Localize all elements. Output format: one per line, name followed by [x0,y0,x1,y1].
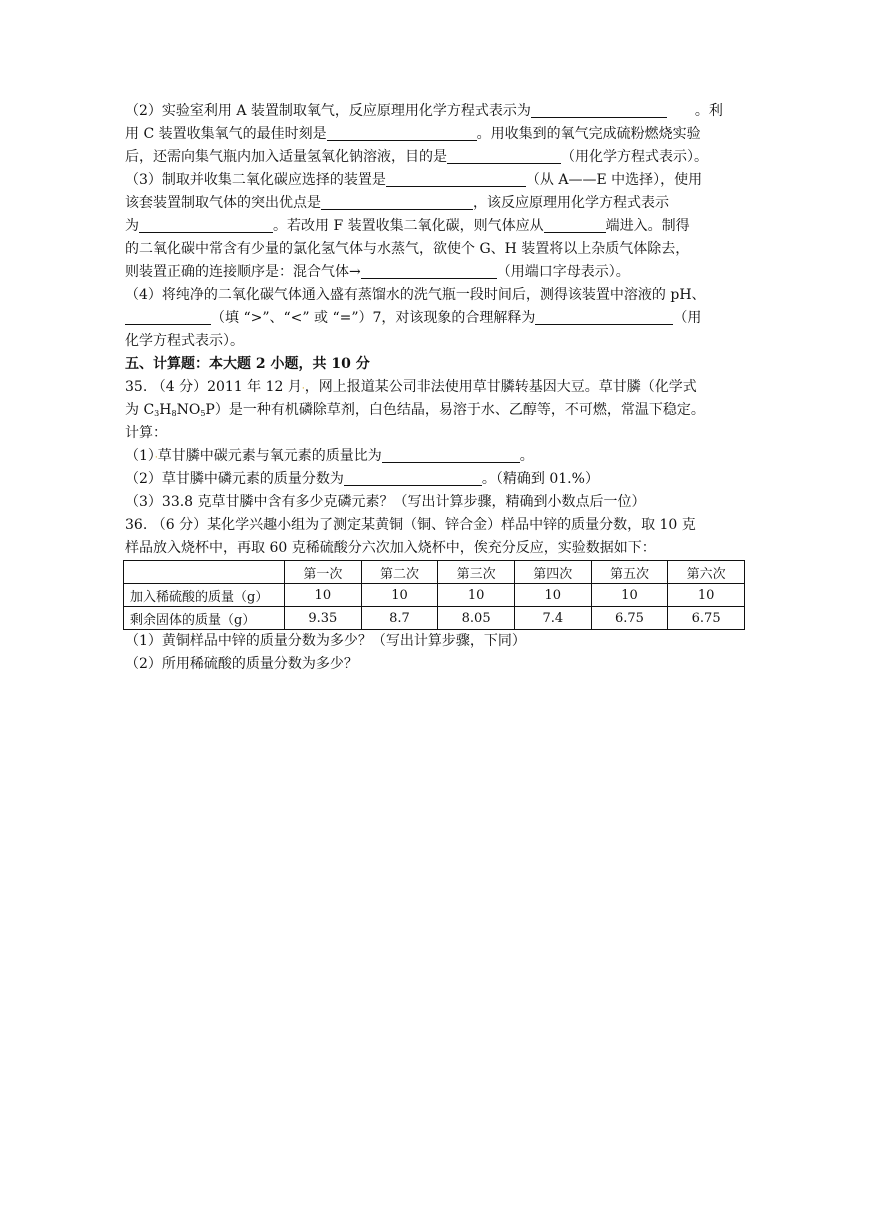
q35-text: （3）33.8 克草甘膦中含有多少克磷元素？（写出计算步骤，精确到小数点后一位） [125,494,646,510]
table-cell: 7.4 [514,607,591,630]
q35-text: P）是一种有机磷除草剂，白色结晶，易溶于水、乙醇等，不可燃，常温下稳定。 [205,402,705,418]
q34-text: 用 C 装置收集氧气的最佳时刻是 [125,126,327,142]
q35-text: 。 [519,448,534,464]
q36-line-2 [125,537,750,560]
table-header-cell: 第五次 [591,561,668,584]
table-cell: 10 [361,584,438,607]
answer-blank[interactable] [535,309,673,325]
q35-line-1 [125,376,750,399]
formula-subscript: 5 [200,409,206,418]
section-heading [125,353,750,376]
q36-text: 36. （6 分）某化学兴趣小组为了测定某黄铜（铜、锌合金）样品中锌的质量分数，取 10 克 [125,517,696,533]
table-cell: 6.75 [668,607,745,630]
q34-line-9 [125,284,750,307]
table-cell: 10 [668,584,745,607]
formula-text: H [159,402,172,418]
q34-line-3 [125,146,750,169]
q34-text: 的二氧化碳中常含有少量的氯化氢气体与水蒸气，欲使个 G、H 装置将以上杂质气体除去， [125,241,690,257]
table-header-cell: 第一次 [285,561,362,584]
table-row [124,584,745,607]
q34-text: （用 [673,310,702,326]
q35-text: （2）草甘膦中磷元素的质量分数为 [125,471,344,487]
table-cell: 10 [591,584,668,607]
table-cell: 10 [285,584,362,607]
q36-text: （1）黄铜样品中锌的质量分数为多少？（写出计算步骤，下同） [125,633,526,649]
table-cell: 10 [514,584,591,607]
q34-line-10 [125,307,750,330]
formula-subscript: 8 [171,409,177,418]
q35-text: 。（精确到 01.%） [481,471,599,487]
q36-sub-2 [125,653,750,676]
q34-text: 。若改用 F 装置收集二氧化碳，则气体应从 [273,218,544,234]
q34-text: 后，还需向集气瓶内加入适量氢氧化钠溶液，目的是 [125,149,447,165]
table-header-cell [124,561,285,584]
q34-text: （用端口字母表示）。 [496,264,630,280]
q35-text: 35. （4 分）2011 年 12 月 [125,379,302,395]
table-header-cell: 第六次 [668,561,745,584]
q34-text: 该套装置制取气体的突出优点是 [125,195,321,211]
experiment-data-table [123,560,745,630]
answer-blank[interactable] [531,102,667,118]
q35-text: 草甘膦中碳元素与氧元素的质量比为 [157,448,382,464]
answer-blank[interactable] [386,171,526,187]
table-cell: 8.05 [438,607,515,630]
q34-line-4 [125,169,750,192]
table-header-cell: 第三次 [438,561,515,584]
answer-blank[interactable] [447,148,561,164]
q35-line-6 [125,491,750,514]
formula-subscript: 3 [154,409,160,418]
answer-blank[interactable] [544,217,606,233]
q34-text: （3）制取并收集二氧化碳应选择的装置是 [125,172,386,188]
table-header-cell: 第四次 [514,561,591,584]
answer-blank[interactable] [139,217,273,233]
mark-dot-icon: · [301,384,305,394]
q34-line-1 [125,100,750,123]
table-row-label: 加入稀硫酸的质量（g） [124,584,285,607]
table-cell: 8.7 [361,607,438,630]
table-row-label: 剩余固体的质量（g） [124,607,285,630]
q34-line-11 [125,330,750,353]
answer-blank[interactable] [125,309,211,325]
q35-text: 计算： [125,425,167,441]
q34-text: 化学方程式表示）。 [125,333,244,349]
q34-text: （用化学方程式表示）。 [561,149,708,165]
q36-sub-1 [125,630,750,653]
q34-line-8 [125,261,750,284]
q34-text: ，该反应原理用化学方程式表示 [473,195,669,211]
q34-line-6 [125,215,750,238]
answer-blank[interactable] [327,125,477,141]
table-cell: 10 [438,584,515,607]
q35-text: ，网上报道某公司非法使用草甘膦转基因大豆。草甘膦（化学式 [304,379,697,395]
answer-blank[interactable] [321,194,473,210]
q34-text: 。用收集到的氧气完成硫粉燃烧实验 [476,126,701,142]
q34-text: 则装置正确的连接顺序是：混合气体→ [125,264,361,280]
q35-line-3 [125,422,750,445]
q34-text: 为 [125,218,139,234]
q35-line-5 [125,468,750,491]
q34-text: 。利 [694,103,723,119]
formula-text: NO [176,402,201,418]
q36-subquestions [125,630,750,676]
q36-text: 样品放入烧杯中，再取 60 克稀硫酸分六次加入烧杯中，俟充分反应，实验数据如下： [125,540,656,556]
table-row [124,607,745,630]
q34-text: （4）将纯净的二氧化碳气体通入盛有蒸馏水的洗气瓶一段时间后，测得该装置中溶液的 pH、 [125,287,706,303]
q35-line-4 [125,445,750,468]
document-page [125,100,750,560]
q34-line-2 [125,123,750,146]
answer-blank[interactable] [382,447,520,463]
q35-text: （1） [125,448,155,464]
q34-text: （2）实验室利用 A 装置制取氧气，反应原理用化学方程式表示为 [125,103,531,119]
q34-text: 端进入。制得 [605,218,690,234]
table-header-row [124,561,745,584]
q35-text: 为 C [125,402,155,418]
table-cell: 9.35 [285,607,362,630]
answer-blank[interactable] [361,263,497,279]
section-title: 五、计算题：本大题 2 小题，共 10 分 [125,356,370,372]
mark-dot-icon: · [154,453,158,463]
q34-line-5 [125,192,750,215]
table-header-cell: 第二次 [361,561,438,584]
q36-line-1 [125,514,750,537]
q35-line-2 [125,399,750,422]
answer-blank[interactable] [344,470,482,486]
table-cell: 6.75 [591,607,668,630]
q34-line-7 [125,238,750,261]
q34-text: （填 “>”、“<” 或 “=”）7，对该现象的合理解释为 [211,310,536,326]
q34-text: （从 A——E 中选择），使用 [525,172,703,188]
q36-text: （2）所用稀硫酸的质量分数为多少？ [125,656,358,672]
